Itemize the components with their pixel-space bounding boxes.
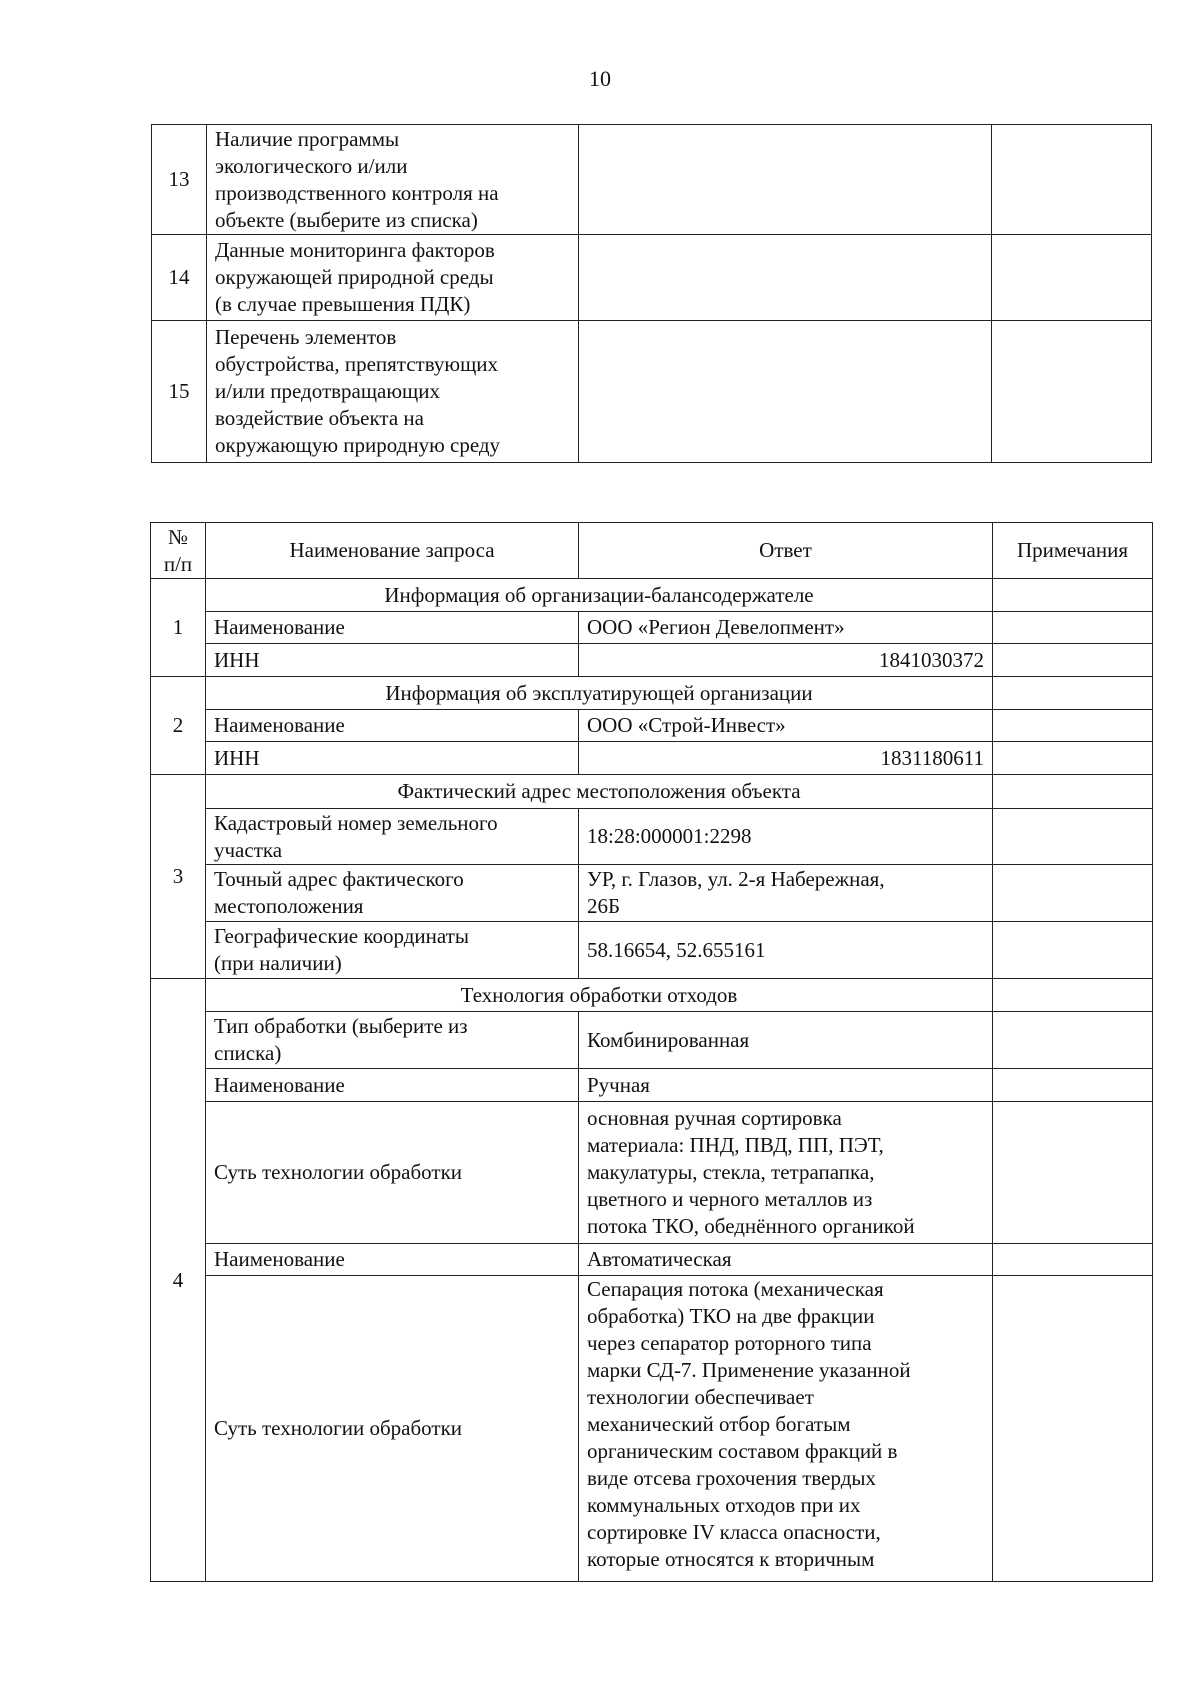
- answer-cell: Ручная: [579, 1069, 993, 1102]
- answer-cell: ООО «Строй-Инвест»: [579, 710, 993, 742]
- table-row: [151, 710, 1153, 742]
- note-cell: [993, 979, 1153, 1012]
- request-cell: Наименование: [206, 1069, 579, 1102]
- table-header-row: [151, 523, 1153, 579]
- group-number: 1: [151, 579, 206, 677]
- note-cell: [993, 809, 1153, 865]
- note-cell: [993, 644, 1153, 677]
- group-number: 2: [151, 677, 206, 775]
- page-number: 10: [589, 66, 611, 91]
- section-row: [151, 677, 1153, 710]
- note-cell: [993, 865, 1153, 922]
- table-row: [151, 612, 1153, 644]
- section-row: [151, 979, 1153, 1012]
- organization-info-table: [150, 522, 1153, 1582]
- request-cell: Перечень элементов обустройства, препятствующих и/или предотвращающих воздействие объекта на окружающую природную среду: [207, 321, 579, 463]
- note-cell: [992, 125, 1152, 235]
- section-title: Фактический адрес местоположения объекта: [206, 775, 993, 809]
- note-cell: [993, 1276, 1153, 1582]
- request-cell: Наименование: [206, 612, 579, 644]
- answer-cell: Сепарация потока (механическая обработка) ТКО на две фракции через сепаратор роторного типа марки СД-7. Применение указанной технологии обеспечивает механический отбор богатым органическим составом фракций в виде отсева грохочения твердых коммунальных отходов при их сортировке IV класса опасности, которые относятся к вторичным: [579, 1276, 993, 1582]
- request-cell: Наличие программы экологического и/или производственного контроля на объекте (выберите из списка): [207, 125, 579, 235]
- table-row: [151, 865, 1153, 922]
- table-row: [152, 321, 1152, 463]
- request-cell: Суть технологии обработки: [206, 1276, 579, 1582]
- answer-cell: 1831180611: [579, 742, 993, 775]
- section-title: Технология обработки отходов: [206, 979, 993, 1012]
- answer-cell: 18:28:000001:2298: [579, 809, 993, 865]
- note-cell: [993, 677, 1153, 710]
- table-row: [151, 1102, 1153, 1244]
- note-cell: [993, 922, 1153, 979]
- row-number: 14: [152, 235, 207, 321]
- table-row: [152, 125, 1152, 235]
- continuation-table: [151, 124, 1152, 463]
- note-cell: [993, 710, 1153, 742]
- answer-cell: Автоматическая: [579, 1244, 993, 1276]
- table-row: [151, 1244, 1153, 1276]
- note-cell: [993, 1102, 1153, 1244]
- table-row: [151, 1012, 1153, 1069]
- answer-cell: ООО «Регион Девелопмент»: [579, 612, 993, 644]
- answer-cell: УР, г. Глазов, ул. 2-я Набережная, 26Б: [579, 865, 993, 922]
- group-number: 3: [151, 775, 206, 979]
- group-number: 4: [151, 979, 206, 1582]
- section-row: [151, 579, 1153, 612]
- row-number: 13: [152, 125, 207, 235]
- request-cell: Точный адрес фактического местоположения: [206, 865, 579, 922]
- answer-cell: основная ручная сортировка материала: ПНД, ПВД, ПП, ПЭТ, макулатуры, стекла, тетрапапка, цветного и черного металлов из потока ТКО, обеднённого органикой: [579, 1102, 993, 1244]
- request-cell: Географические координаты (при наличии): [206, 922, 579, 979]
- section-row: [151, 775, 1153, 809]
- table-row: [151, 1276, 1153, 1582]
- note-cell: [993, 612, 1153, 644]
- answer-cell: [579, 125, 992, 235]
- answer-cell: 58.16654, 52.655161: [579, 922, 993, 979]
- answer-cell: 1841030372: [579, 644, 993, 677]
- answer-cell: [579, 235, 992, 321]
- request-cell: Тип обработки (выберите из списка): [206, 1012, 579, 1069]
- header-number: № п/п: [151, 523, 206, 579]
- request-cell: ИНН: [206, 742, 579, 775]
- note-cell: [992, 321, 1152, 463]
- request-cell: ИНН: [206, 644, 579, 677]
- request-cell: Кадастровый номер земельного участка: [206, 809, 579, 865]
- note-cell: [993, 775, 1153, 809]
- request-cell: Наименование: [206, 1244, 579, 1276]
- note-cell: [992, 235, 1152, 321]
- row-number: 15: [152, 321, 207, 463]
- table-row: [152, 235, 1152, 321]
- request-cell: Суть технологии обработки: [206, 1102, 579, 1244]
- header-answer: Ответ: [579, 523, 993, 579]
- header-notes: Примечания: [993, 523, 1153, 579]
- header-request: Наименование запроса: [206, 523, 579, 579]
- note-cell: [993, 1244, 1153, 1276]
- request-cell: Данные мониторинга факторов окружающей природной среды (в случае превышения ПДК): [207, 235, 579, 321]
- note-cell: [993, 742, 1153, 775]
- table-row: [151, 922, 1153, 979]
- section-title: Информация об эксплуатирующей организации: [206, 677, 993, 710]
- table-row: [151, 742, 1153, 775]
- note-cell: [993, 1012, 1153, 1069]
- note-cell: [993, 1069, 1153, 1102]
- note-cell: [993, 579, 1153, 612]
- request-cell: Наименование: [206, 710, 579, 742]
- answer-cell: Комбинированная: [579, 1012, 993, 1069]
- answer-cell: [579, 321, 992, 463]
- table-row: [151, 809, 1153, 865]
- table-row: [151, 1069, 1153, 1102]
- section-title: Информация об организации-балансодержателе: [206, 579, 993, 612]
- table-row: [151, 644, 1153, 677]
